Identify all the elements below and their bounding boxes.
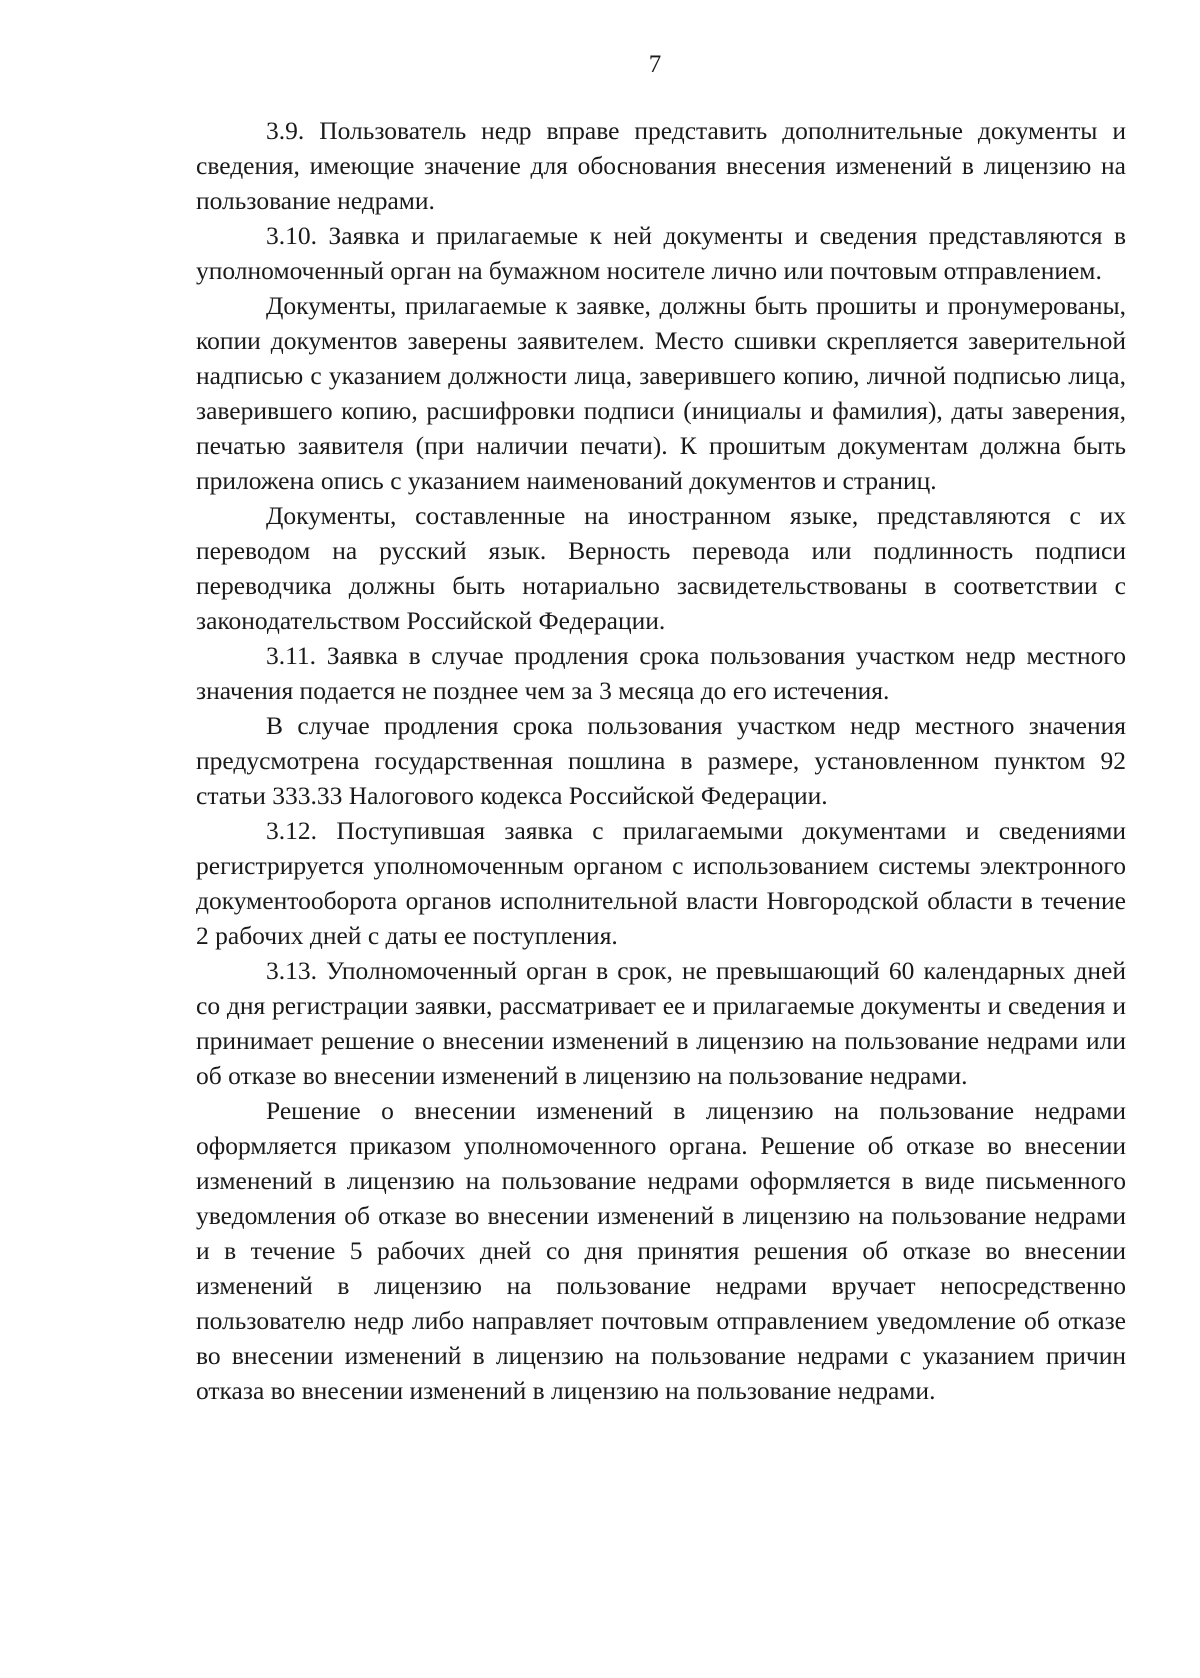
- paragraph-3-13: 3.13. Уполномоченный орган в срок, не превышающий 60 календарных дней со дня регистрации заявки, рассматривает ее и прилагаемые документы и сведения и принимает решение о внесении изменений в лицензию на пользование недрами или об отказе во внесении изменений в лицензию на пользование недрами.: [196, 956, 1126, 1090]
- paragraph-3-10-translation: Документы, составленные на иностранном языке, представляются с их переводом на русский язык. Верность перевода или подлинность подписи переводчика должны быть нотариально засвидетельствованы в соответствии с законодательством Российской Федерации.: [196, 501, 1126, 635]
- document-body: [196, 113, 1126, 1408]
- paragraph-3-9: 3.9. Пользователь недр вправе представить дополнительные документы и сведения, имеющие значение для обоснования внесения изменений в лицензию на пользование недрами.: [196, 116, 1126, 215]
- paragraph-3-11-fee: В случае продления срока пользования участком недр местного значения предусмотрена государственная пошлина в размере, установленном пунктом 92 статьи 333.33 Налогового кодекса Российской Федерации.: [196, 711, 1126, 810]
- paragraph-3-13-decision: Решение о внесении изменений в лицензию на пользование недрами оформляется приказом уполномоченного органа. Решение об отказе во внесении изменений в лицензию на пользование недрами оформляется в виде письменного уведомления об отказе во внесении изменений в лицензию на пользование недрами и в течение 5 рабочих дней со дня принятия решения об отказе во внесении изменений в лицензию на пользование недрами вручает непосредственно пользователю недр либо направляет почтовым отправлением уведомление об отказе во внесении изменений в лицензию на пользование недрами с указанием причин отказа во внесении изменений в лицензию на пользование недрами.: [196, 1096, 1126, 1405]
- paragraph-3-10-binding: Документы, прилагаемые к заявке, должны быть прошиты и пронумерованы, копии документов заверены заявителем. Место сшивки скрепляется заверительной надписью с указанием должности лица, заверившего копию, личной подписью лица, заверившего копию, расшифровки подписи (инициалы и фамилия), даты заверения, печатью заявителя (при наличии печати). К прошитым документам должна быть приложена опись с указанием наименований документов и страниц.: [196, 291, 1126, 495]
- page-number: 7: [648, 51, 662, 78]
- paragraph-3-10: 3.10. Заявка и прилагаемые к ней документы и сведения представляются в уполномоченный орган на бумажном носителе лично или почтовым отправлением.: [196, 221, 1126, 285]
- paragraph-3-11: 3.11. Заявка в случае продления срока пользования участком недр местного значения подается не позднее чем за 3 месяца до его истечения.: [196, 641, 1126, 705]
- paragraph-3-12: 3.12. Поступившая заявка с прилагаемыми документами и сведениями регистрируется уполномоченным органом с использованием системы электронного документооборота органов исполнительной власти Новгородской области в течение 2 рабочих дней с даты ее поступления.: [196, 816, 1126, 950]
